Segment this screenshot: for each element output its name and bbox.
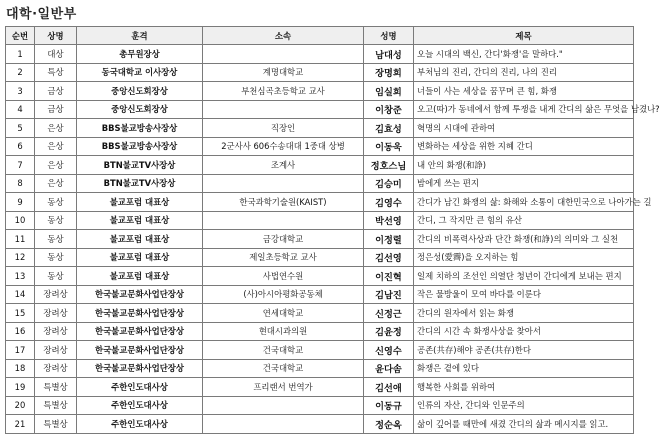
cell-name: 정순옥 — [364, 415, 414, 434]
table-row — [6, 248, 634, 267]
cell-award: BBS불교방송사장상 — [77, 119, 203, 138]
cell-prize: 동상 — [35, 193, 77, 212]
cell-prize: 대상 — [35, 45, 77, 64]
header-title: 제목 — [414, 27, 634, 45]
cell-title: 밤에게 쓰는 편지 — [414, 174, 634, 193]
cell-name: 이동규 — [364, 396, 414, 415]
cell-prize: 특별상 — [35, 415, 77, 434]
cell-title: 간디, 그 작지만 큰 힘의 유산 — [414, 211, 634, 230]
cell-affiliation: 한국과학기술원(KAIST) — [203, 193, 364, 212]
cell-name: 이정렬 — [364, 230, 414, 249]
cell-name: 신영수 — [364, 341, 414, 360]
cell-award: 한국불교문화사업단장상 — [77, 304, 203, 323]
cell-title: 일제 치하의 조선인 의열단 청년이 간디에게 보내는 편지 — [414, 267, 634, 286]
cell-number: 15 — [6, 304, 35, 323]
cell-award: 한국불교문화사업단장상 — [77, 285, 203, 304]
cell-name: 이창준 — [364, 100, 414, 119]
table-row — [6, 285, 634, 304]
table-header-row — [6, 27, 634, 45]
cell-name: 이동욱 — [364, 137, 414, 156]
cell-award: 주한인도대사상 — [77, 396, 203, 415]
cell-title: 간디의 비폭력사상과 단간 화쟁(和諍)의 의미와 그 실천 — [414, 230, 634, 249]
table-row — [6, 230, 634, 249]
cell-number: 17 — [6, 341, 35, 360]
cell-prize: 특별상 — [35, 396, 77, 415]
cell-award: BTN불교TV사장상 — [77, 174, 203, 193]
cell-title: 화쟁은 곁에 있다 — [414, 359, 634, 378]
header-name: 성명 — [364, 27, 414, 45]
cell-affiliation: 제일초등학교 교사 — [203, 248, 364, 267]
cell-title: 내 안의 화쟁(和諍) — [414, 156, 634, 175]
cell-award: 불교포럼 대표상 — [77, 267, 203, 286]
cell-number: 20 — [6, 396, 35, 415]
cell-prize: 금상 — [35, 100, 77, 119]
table-row — [6, 267, 634, 286]
table-row — [6, 45, 634, 64]
cell-title: 삶이 깊어를 때만에 새겼 간디의 삶과 메시지를 읽고. — [414, 415, 634, 434]
header-affiliation: 소속 — [203, 27, 364, 45]
cell-name: 장명희 — [364, 63, 414, 82]
cell-affiliation: 건국대학교 — [203, 341, 364, 360]
cell-title: 행복한 사회를 위하여 — [414, 378, 634, 397]
cell-prize: 동상 — [35, 248, 77, 267]
table-row — [6, 304, 634, 323]
cell-affiliation — [203, 45, 364, 64]
cell-number: 14 — [6, 285, 35, 304]
cell-affiliation: 직장인 — [203, 119, 364, 138]
cell-affiliation: (사)아시아평화공동체 — [203, 285, 364, 304]
cell-award: 주한인도대사상 — [77, 378, 203, 397]
cell-prize: 은상 — [35, 137, 77, 156]
cell-prize: 장려상 — [35, 304, 77, 323]
cell-number: 11 — [6, 230, 35, 249]
cell-number: 19 — [6, 378, 35, 397]
cell-title: 간디가 남긴 화쟁의 삶: 화해와 소통이 대한민국으로 나아가는 길 — [414, 193, 634, 212]
cell-prize: 동상 — [35, 211, 77, 230]
cell-affiliation: 2군사사 606수송대대 1중대 상병 — [203, 137, 364, 156]
cell-title: 오늘 시대의 백신, 간디'화쟁'을 말하다." — [414, 45, 634, 64]
cell-award: 불교포럼 대표상 — [77, 248, 203, 267]
cell-award: 한국불교문화사업단장상 — [77, 359, 203, 378]
cell-name: 박선영 — [364, 211, 414, 230]
cell-affiliation — [203, 211, 364, 230]
cell-affiliation — [203, 174, 364, 193]
table-row — [6, 156, 634, 175]
cell-number: 4 — [6, 100, 35, 119]
cell-name: 김승미 — [364, 174, 414, 193]
cell-number: 1 — [6, 45, 35, 64]
cell-title: 공존(共存)해야 공존(共存)한다 — [414, 341, 634, 360]
cell-prize: 은상 — [35, 174, 77, 193]
cell-affiliation: 계명대학교 — [203, 63, 364, 82]
cell-name: 임실희 — [364, 82, 414, 101]
cell-number: 21 — [6, 415, 35, 434]
award-table — [5, 26, 660, 434]
cell-number: 6 — [6, 137, 35, 156]
cell-award: 불교포럼 대표상 — [77, 193, 203, 212]
table-row — [6, 415, 634, 434]
cell-affiliation: 프리랜서 번역가 — [203, 378, 364, 397]
table-row — [6, 137, 634, 156]
header-number: 순번 — [6, 27, 35, 45]
cell-title: 혁명의 시대에 관하여 — [414, 119, 634, 138]
cell-number: 5 — [6, 119, 35, 138]
cell-title: 너들이 사는 세상을 꿈꾸며 큰 힘, 화쟁 — [414, 82, 634, 101]
cell-affiliation: 현대시과의원 — [203, 322, 364, 341]
cell-affiliation — [203, 100, 364, 119]
cell-prize: 동상 — [35, 267, 77, 286]
table-row — [6, 211, 634, 230]
cell-award: 중앙신도회장상 — [77, 82, 203, 101]
cell-award: 한국불교문화사업단장상 — [77, 322, 203, 341]
cell-number: 8 — [6, 174, 35, 193]
cell-number: 9 — [6, 193, 35, 212]
cell-affiliation: 조계사 — [203, 156, 364, 175]
table-row — [6, 322, 634, 341]
cell-title: 오고(따)가 동네에서 함께 투쟁을 내게 간디의 삶은 무엇을 남겼나? — [414, 100, 634, 119]
cell-number: 18 — [6, 359, 35, 378]
table-row — [6, 359, 634, 378]
table-row — [6, 100, 634, 119]
cell-award: 중앙신도회장상 — [77, 100, 203, 119]
cell-affiliation — [203, 415, 364, 434]
cell-name: 김남진 — [364, 285, 414, 304]
cell-number: 16 — [6, 322, 35, 341]
cell-number: 7 — [6, 156, 35, 175]
cell-prize: 금상 — [35, 82, 77, 101]
cell-title: 인류의 자산, 간디와 인문주의 — [414, 396, 634, 415]
cell-title: 작은 물방울이 모여 바다를 이룬다 — [414, 285, 634, 304]
table-row — [6, 119, 634, 138]
cell-award: BTN불교TV사장상 — [77, 156, 203, 175]
cell-prize: 장려상 — [35, 359, 77, 378]
cell-award: 불교포럼 대표상 — [77, 230, 203, 249]
cell-number: 12 — [6, 248, 35, 267]
table-body — [6, 45, 660, 434]
cell-number: 10 — [6, 211, 35, 230]
table-row — [6, 82, 634, 101]
header-award: 훈격 — [77, 27, 203, 45]
table-row — [6, 193, 634, 212]
cell-name: 김선애 — [364, 378, 414, 397]
cell-award: 총무원장상 — [77, 45, 203, 64]
table-row — [6, 341, 634, 360]
cell-title: 정은성(愛霽)을 오지하는 힘 — [414, 248, 634, 267]
cell-name: 신정근 — [364, 304, 414, 323]
cell-name: 윤다솜 — [364, 359, 414, 378]
table-row — [6, 174, 634, 193]
cell-prize: 장려상 — [35, 322, 77, 341]
cell-affiliation: 건국대학교 — [203, 359, 364, 378]
cell-prize: 특상 — [35, 63, 77, 82]
cell-award: 불교포럼 대표상 — [77, 211, 203, 230]
cell-title: 변화하는 세상을 위한 지혜 간디 — [414, 137, 634, 156]
cell-number: 13 — [6, 267, 35, 286]
cell-prize: 동상 — [35, 230, 77, 249]
cell-affiliation: 금강대학교 — [203, 230, 364, 249]
cell-award: 주한인도대사상 — [77, 415, 203, 434]
cell-title: 간디의 원자에서 읽는 화쟁 — [414, 304, 634, 323]
cell-title: 부처님의 진리, 간디의 진리, 나의 진리 — [414, 63, 634, 82]
cell-name: 김효성 — [364, 119, 414, 138]
table-row — [6, 378, 634, 397]
cell-prize: 장려상 — [35, 341, 77, 360]
cell-award: BBS불교방송사장상 — [77, 137, 203, 156]
cell-name: 정호스님 — [364, 156, 414, 175]
cell-prize: 은상 — [35, 156, 77, 175]
cell-affiliation: 사법연수원 — [203, 267, 364, 286]
cell-title: 간디의 시간 속 화쟁사상을 찾아서 — [414, 322, 634, 341]
cell-number: 3 — [6, 82, 35, 101]
cell-affiliation — [203, 396, 364, 415]
cell-name: 김영수 — [364, 193, 414, 212]
cell-award: 동국대학교 이사장상 — [77, 63, 203, 82]
cell-name: 김선영 — [364, 248, 414, 267]
table-row — [6, 63, 634, 82]
cell-award: 한국불교문화사업단장상 — [77, 341, 203, 360]
table-row — [6, 396, 634, 415]
cell-name: 이진혁 — [364, 267, 414, 286]
page-title: 대학·일반부 — [6, 7, 77, 22]
cell-affiliation: 연세대학교 — [203, 304, 364, 323]
header-prize: 상명 — [35, 27, 77, 45]
cell-name: 남대성 — [364, 45, 414, 64]
cell-prize: 은상 — [35, 119, 77, 138]
cell-name: 김윤정 — [364, 322, 414, 341]
cell-prize: 장려상 — [35, 285, 77, 304]
cell-prize: 특별상 — [35, 378, 77, 397]
cell-number: 2 — [6, 63, 35, 82]
cell-affiliation: 부천심곡초등학교 교사 — [203, 82, 364, 101]
